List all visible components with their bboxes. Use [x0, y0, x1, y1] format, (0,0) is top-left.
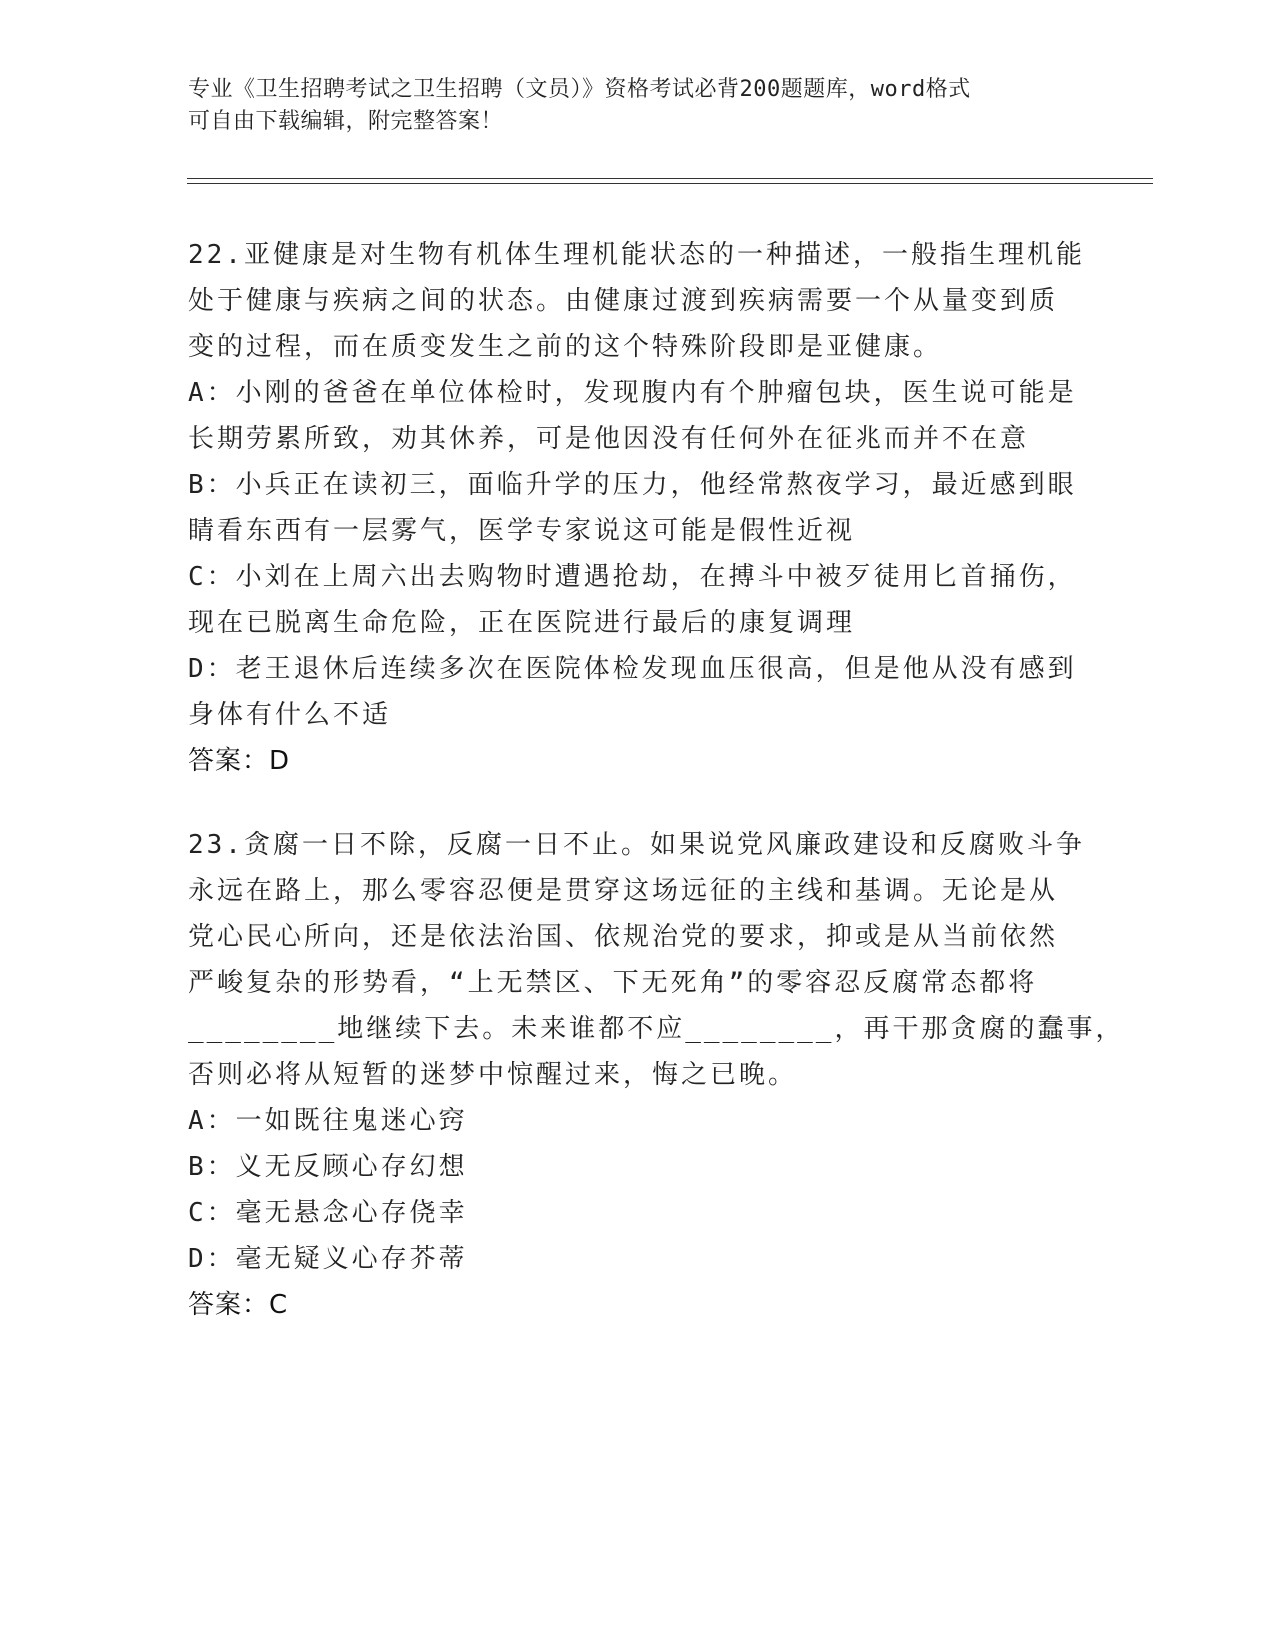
- header-title-line-2: 可自由下载编辑，附完整答案！: [188, 109, 504, 134]
- question-22-answer: 答案：D: [188, 746, 291, 776]
- document-header: [188, 74, 1068, 138]
- question-22-option-c-line-2: 现在已脱离生命危险，正在医院进行最后的康复调理: [188, 608, 856, 638]
- question-22-stem-line-1: 22.亚健康是对生物有机体生理机能状态的一种描述，一般指生理机能: [188, 240, 1085, 270]
- question-22-option-b-line-1: B：小兵正在读初三，面临升学的压力，他经常熬夜学习，最近感到眼: [188, 470, 1077, 500]
- question-23-option-a: A：一如既往鬼迷心窍: [188, 1106, 468, 1136]
- question-22-option-a-line-2: 长期劳累所致，劝其休养，可是他因没有任何外在征兆而并不在意: [188, 424, 1030, 454]
- question-22-option-d-line-2: 身体有什么不适: [188, 700, 392, 730]
- question-23-answer: 答案：C: [188, 1290, 289, 1320]
- question-22-option-a-line-1: A：小刚的爸爸在单位体检时，发现腹内有个肿瘤包块，医生说可能是: [188, 378, 1077, 408]
- question-23-stem-line-3: 党心民心所向，还是依法治国、依规治党的要求，抑或是从当前依然: [188, 922, 1059, 952]
- question-23-stem-line-1: 23.贪腐一日不除，反腐一日不止。如果说党风廉政建设和反腐败斗争: [188, 830, 1085, 860]
- header-divider-bottom: [187, 183, 1153, 184]
- question-23-stem-line-4: 严峻复杂的形势看，“上无禁区、下无死角”的零容忍反腐常态都将: [188, 968, 1038, 998]
- question-23: [188, 822, 1125, 1328]
- question-23-stem-line-6: 否则必将从短暂的迷梦中惊醒过来，悔之已晚。: [188, 1060, 798, 1090]
- question-22-stem-line-3: 变的过程，而在质变发生之前的这个特殊阶段即是亚健康。: [188, 332, 943, 362]
- question-22-stem-line-2: 处于健康与疾病之间的状态。由健康过渡到疾病需要一个从量变到质: [188, 286, 1059, 316]
- question-22-option-b-line-2: 睛看东西有一层雾气，医学专家说这可能是假性近视: [188, 516, 856, 546]
- header-divider-top: [187, 178, 1153, 179]
- header-title-line-1: 专业《卫生招聘考试之卫生招聘（文员）》资格考试必背200题题库，word格式: [188, 77, 971, 102]
- question-23-stem-line-2: 永远在路上，那么零容忍便是贯穿这场远征的主线和基调。无论是从: [188, 876, 1059, 906]
- question-22: [188, 232, 1088, 784]
- question-23-option-d: D：毫无疑义心存芥蒂: [188, 1244, 468, 1274]
- question-22-option-d-line-1: D：老王退休后连续多次在医院体检发现血压很高，但是他从没有感到: [188, 654, 1077, 684]
- question-22-option-c-line-1: C：小刘在上周六出去购物时遭遇抢劫，在搏斗中被歹徒用匕首捅伤，: [188, 562, 1077, 592]
- question-23-option-b: B：义无反顾心存幻想: [188, 1152, 468, 1182]
- question-23-option-c: C：毫无悬念心存侥幸: [188, 1198, 468, 1228]
- question-23-stem-line-5: ________地继续下去。未来谁都不应________，再干那贪腐的蠢事，: [188, 1014, 1125, 1044]
